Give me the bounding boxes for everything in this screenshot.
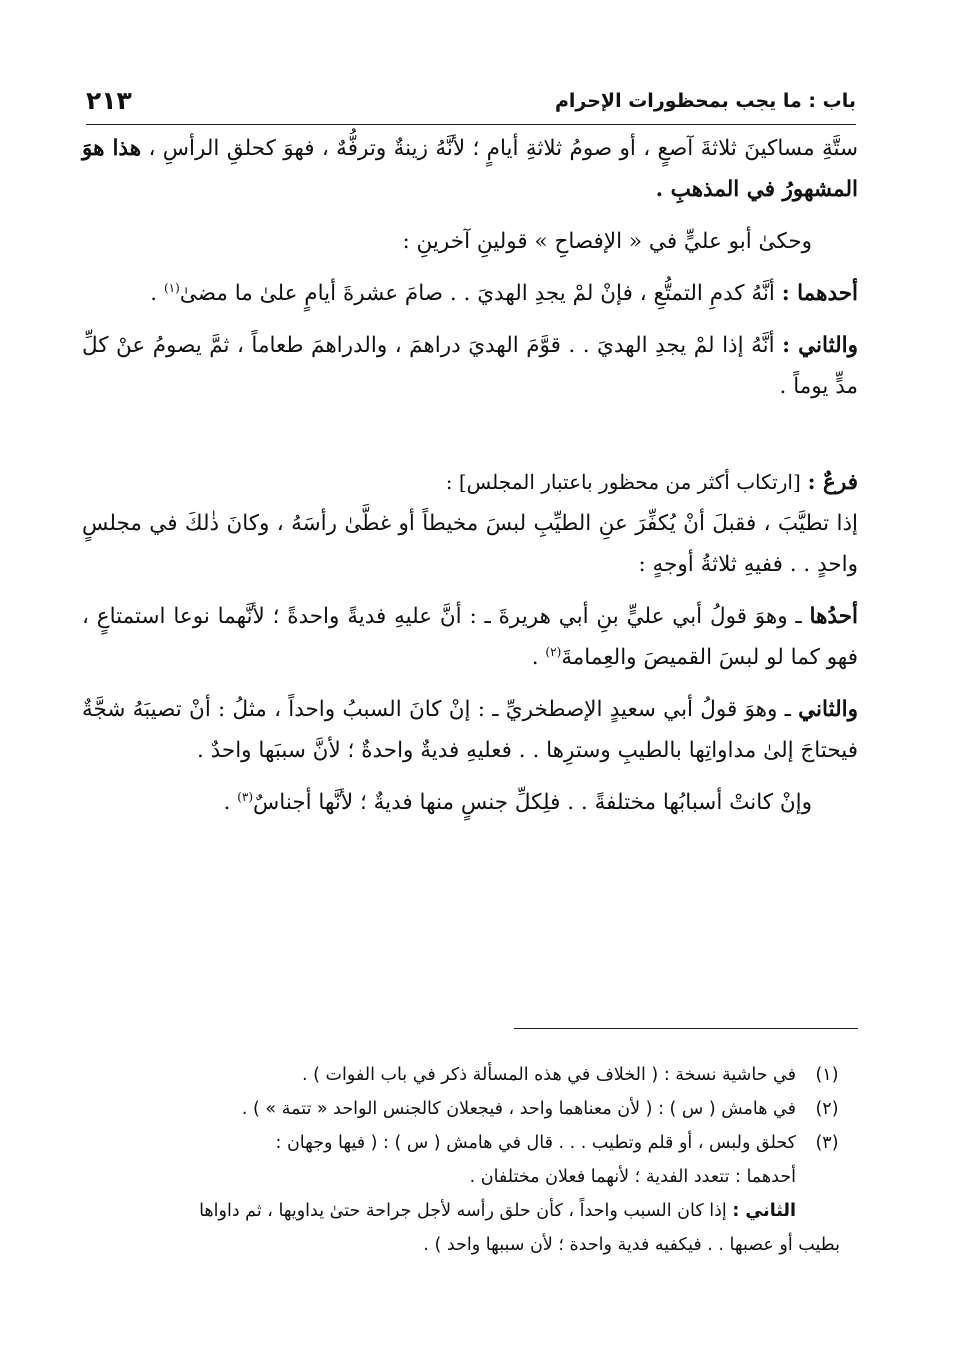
paragraph-1 (82, 128, 858, 210)
footnotes (80, 1058, 858, 1262)
footnote-3-line-2-lead: الثاني : (732, 1201, 796, 1221)
paragraph-9: وإنْ كانتْ أسبابُها مختلفةً . . فلِكلِّ جنسٍ منها فديةٌ ؛ لأنَّها أجناسٌ$^{(٣)}$ . (223, 789, 812, 815)
footnote-ref-3[interactable]: (٣) (237, 789, 254, 804)
footnote-text: في حاشية نسخة : ( الخلاف في هذه المسألة ذكر في باب الفوات ) . (302, 1065, 796, 1085)
chapter-title: باب : ما يجب بمحظورات الإحرام (554, 90, 856, 112)
paragraph-7: أحدُها ـ وهوَ قولُ أبي عليٍّ بنِ أبي هريرةَ ـ : أنَّ عليهِ فديةً واحدةً ؛ لأنَّهما نوعا استمتاعٍ ، فهو كما لو لبسَ القميصَ والعِمامةَ$^{(٢)}$ . (82, 604, 858, 670)
footnote-ref-1[interactable]: (١) (163, 280, 180, 295)
footnote-text: في هامش ( س ) : ( لأن معناهما واحد ، فيجعلان كالجنس الواحد « تتمة » ) . (241, 1099, 796, 1119)
section-heading-lead: فرعٌ : (807, 470, 858, 495)
header-rule (86, 124, 856, 125)
paragraph-5 (82, 462, 858, 503)
footnote-number: (٢) (815, 1099, 839, 1119)
footnote-3-line-2 (80, 1194, 796, 1228)
paragraph-3-text: أنَّهُ كدمِ التمتُّعِ ، فإنْ لمْ يجدِ الهديَ . . صامَ عشرةَ أيامٍ علىٰ ما مضىٰ (179, 281, 775, 306)
footnote-1 (80, 1058, 858, 1092)
footnote-separator (514, 1028, 858, 1029)
footnote-3-line-1: أحدهما : تتعدد الفدية ؛ لأنهما فعلان مختلفان . (469, 1167, 796, 1187)
footnote-number: (٣) (815, 1133, 839, 1153)
footnote-3-line-3: بطيب أو عصبها . . فيكفيه فدية واحدة ؛ لأن سببها واحد ) . (423, 1235, 840, 1255)
paragraph-3: أحدهما : أنَّهُ كدمِ التمتُّعِ ، فإنْ لمْ يجدِ الهديَ . . صامَ عشرةَ أيامٍ علىٰ ما مضىٰ$^{(١)}$ . (150, 280, 858, 306)
paragraph-7-lead: أحدُها (809, 604, 858, 629)
paragraph-9-text: وإنْ كانتْ أسبابُها مختلفةً . . فلِكلِّ جنسٍ منها فديةٌ ؛ لأنَّها أجناسٌ (253, 790, 812, 815)
page-number: ٢١٣ (86, 86, 132, 115)
paragraph-8 (82, 689, 858, 771)
paragraph-8-text: ـ وهوَ قولُ أبي سعيدٍ الإصطخريِّ ـ : إنْ كانَ السببُ واحداً ، مثلُ : أنْ تصيبَهُ شجَّةٌ فيحتاجَ إلىٰ مداواتِها بالطيبِ وسترِها . . فعليهِ فديةٌ واحدةٌ ؛ لأنَّ سببَها واحدٌ . (82, 697, 858, 763)
main-text (82, 128, 858, 823)
footnote-text: كحلق ولبس ، أو قلم وتطيب . . . قال في هامش ( س ) : ( فيها وجهان : (275, 1133, 796, 1153)
paragraph-1-line-a: ستَّةِ مساكينَ ثلاثةَ آصعٍ ، أو صومُ ثلاثةِ أيامٍ ؛ لأنَّهُ زينةٌ وترفُّهٌ ، فهوَ كحلقِ الرأسِ ، (148, 136, 859, 161)
section-heading-text: [ارتكاب أكثر من محظور باعتبار المجلس] : (445, 470, 801, 494)
footnote-3-line-2-text: إذا كان السبب واحداً ، كأن حلق رأسه لأجل جراحة حتىٰ يداويها ، ثم داواها (199, 1201, 733, 1221)
paragraph-4-text: أنَّهُ إذا لمْ يجدِ الهديَ . . قوَّمَ الهديَ دراهمَ ، والدراهمَ طعاماً ، ثمَّ يصومُ عنْ كلِّ مدٍّ يوماً . (82, 333, 858, 399)
footnote-3 (80, 1126, 858, 1160)
paragraph-8-lead: والثاني (798, 697, 858, 722)
running-header (86, 86, 856, 122)
paragraph-1-line-b: هذا هوَ المشهورُ في المذهبِ . (82, 136, 858, 202)
paragraph-4-lead: والثاني : (782, 333, 858, 358)
footnote-ref-2[interactable]: (٢) (545, 644, 562, 659)
paragraph-7-text: ـ وهوَ قولُ أبي عليٍّ بنِ أبي هريرةَ ـ : أنَّ عليهِ فديةً واحدةً ؛ لأنَّهما نوعا استمتاعٍ ، فهو كما لو لبسَ القميصَ والعِمامةَ (82, 604, 858, 670)
paragraph-4 (82, 325, 858, 407)
footnote-number: (١) (815, 1065, 839, 1085)
footnote-2 (80, 1092, 858, 1126)
paragraph-3-lead: أحدهما : (781, 281, 858, 306)
paragraph-6: إذا تطيَّبَ ، فقبلَ أنْ يُكفِّرَ عنِ الطيِّبِ لبسَ مخيطاً أو غطَّىٰ رأسَهُ ، وكانَ ذٰلكَ في مجلسٍ واحدٍ . . ففيهِ ثلاثةُ أوجهٍ : (82, 511, 858, 577)
paragraph-2: وحكىٰ أبو عليٍّ في « الإفصاحِ » قولينِ آخرينِ : (402, 229, 812, 254)
